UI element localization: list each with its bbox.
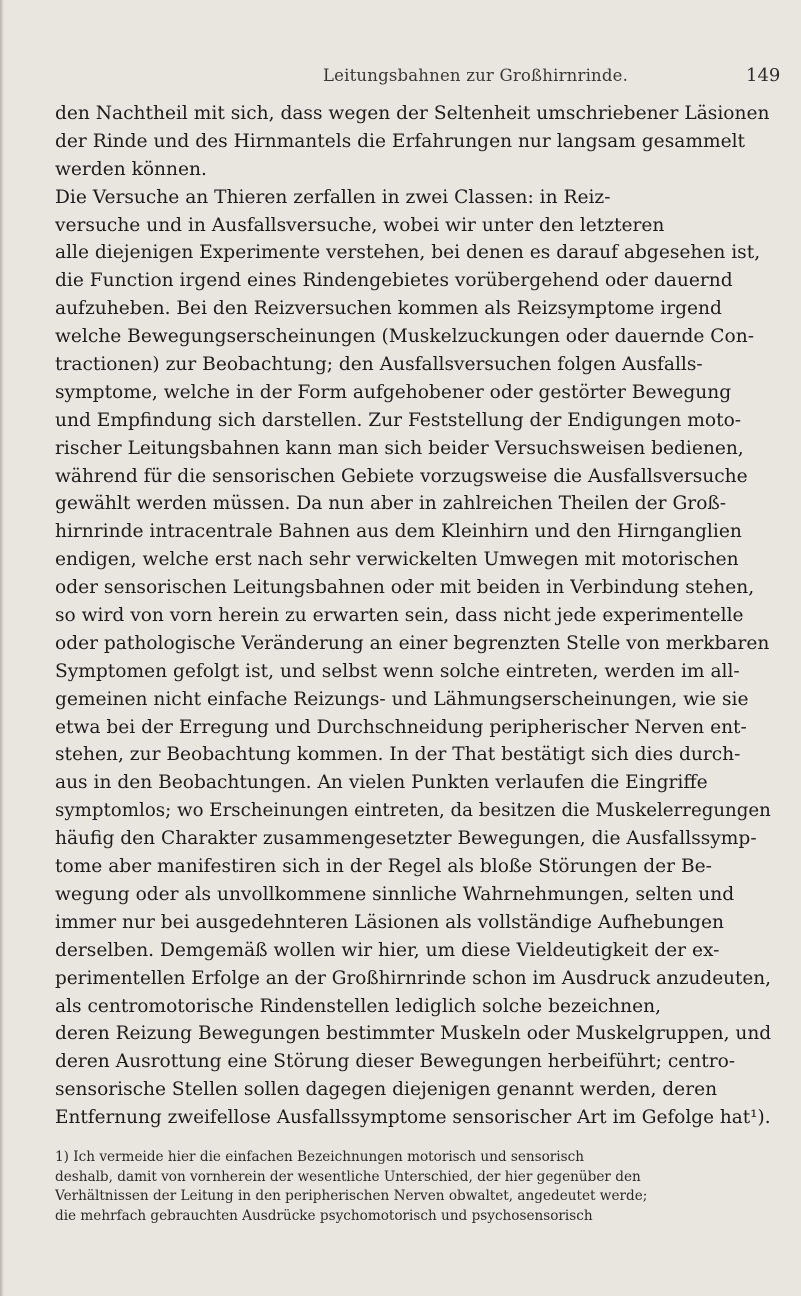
text-line: sensorische Stellen sollen dagegen diejenigen genannt werden, deren (55, 1079, 718, 1101)
footnote-line: Verhältnissen der Leitung in den peripherischen Nerven obwaltet, angedeutet werde; (55, 1188, 648, 1205)
text-line: den Nachtheil mit sich, dass wegen der Seltenheit umschriebener Läsionen (55, 103, 770, 124)
text-line: gemeinen nicht einfache Reizungs- und Lähmungserscheinungen, wie sie (55, 688, 749, 710)
footnote-line: die mehrfach gebrauchten Ausdrücke psychomotorisch und psychosensorisch (55, 1207, 593, 1224)
text-line: häufig den Charakter zusammengesetzter Bewegungen, die Ausfallssymp- (55, 828, 757, 850)
text-line: symptome, welche in der Form aufgehobener oder gestörter Bewegung (55, 381, 732, 403)
text-line: oder sensorischen Leitungsbahnen oder mit beiden in Verbindung stehen, (55, 577, 755, 599)
text-line: rischer Leitungsbahnen kann man sich beider Versuchsweisen bedienen, (55, 437, 744, 459)
text-line: endigen, welche erst nach sehr verwickelten Umwegen mit motorischen (55, 549, 739, 571)
text-line: alle diejenigen Experimente verstehen, bei denen es darauf abgesehen ist, (55, 242, 761, 264)
text-line: aus in den Beobachtungen. An vielen Punkten verlaufen die Eingriffe (55, 772, 708, 794)
text-line: symptomlos; wo Erscheinungen eintreten, da besitzen die Muskelerregungen (55, 800, 771, 822)
text-line: wegung oder als unvollkommene sinnliche Wahrnehmungen, selten und (55, 883, 735, 905)
text-line: deren Ausrottung eine Störung dieser Bewegungen herbeiführt; centro- (55, 1051, 736, 1073)
text-line: so wird von vorn herein zu erwarten sein, dass nicht jede experimentelle (55, 605, 744, 627)
text-line: tome aber manifestiren sich in der Regel als bloße Störungen der Be- (55, 856, 712, 878)
text-line: deren Reizung Bewegungen bestimmter Muskeln oder Muskelgruppen, und (55, 1023, 772, 1045)
running-head: Leitungsbahnen zur Großhirnrinde. (323, 66, 629, 85)
text-line: tractionen) zur Beobachtung; den Ausfallsversuchen folgen Ausfalls- (55, 354, 703, 376)
page-header (0, 66, 801, 92)
footnote-line: deshalb, damit von vornherein der wesentliche Unterschied, der hier gegenüber den (55, 1168, 641, 1185)
text-line: Symptomen gefolgt ist, und selbst wenn solche eintreten, werden im all- (55, 660, 740, 682)
text-line: oder pathologische Veränderung an einer begrenzten Stelle von merkbaren (55, 632, 770, 654)
footnote-line: 1) Ich vermeide hier die einfachen Bezeichnungen motorisch und sensorisch (55, 1149, 584, 1165)
text-line: gewählt werden müssen. Da nun aber in zahlreichen Theilen der Groß- (55, 493, 727, 515)
body-text (55, 100, 771, 1132)
text-line: und Empfindung sich darstellen. Zur Feststellung der Endigungen moto- (55, 409, 742, 431)
text-line: als centromotorische Rindenstellen lediglich solche bezeichnen, (55, 995, 661, 1017)
footnote (55, 1148, 771, 1226)
text-line: aufzuheben. Bei den Reizversuchen kommen als Reizsymptome irgend (55, 298, 722, 320)
page-edge-shadow (0, 0, 4, 1296)
text-line: stehen, zur Beobachtung kommen. In der That bestätigt sich dies durch- (55, 744, 741, 766)
text-line: etwa bei der Erregung und Durchschneidung peripherischer Nerven ent- (55, 716, 747, 738)
text-line: immer nur bei ausgedehnteren Läsionen als vollständige Aufhebungen (55, 911, 724, 933)
text-line: der Rinde und des Hirnmantels die Erfahrungen nur langsam gesammelt (55, 130, 746, 152)
page-number: 149 (746, 65, 781, 86)
text-line: versuche und in Ausfallsversuche, wobei wir unter den letzteren (55, 214, 665, 236)
text-line: derselben. Demgemäß wollen wir hier, um diese Vieldeutigkeit der ex- (55, 939, 720, 961)
text-line: während für die sensorischen Gebiete vorzugsweise die Ausfallsversuche (55, 465, 748, 487)
text-line: die Function irgend eines Rindengebietes vorübergehend oder dauernd (55, 270, 733, 292)
text-line: Entfernung zweifellose Ausfallssymptome sensorischer Art im Gefolge hat¹). (55, 1107, 771, 1129)
text-line: welche Bewegungserscheinungen (Muskelzuckungen oder dauernde Con- (55, 326, 754, 348)
text-line: Die Versuche an Thieren zerfallen in zwei Classen: in Reiz- (55, 186, 611, 208)
text-line: perimentellen Erfolge an der Großhirnrinde schon im Ausdruck anzudeuten, (55, 967, 771, 989)
text-line: werden können. (55, 158, 207, 180)
text-line: hirnrinde intracentrale Bahnen aus dem Kleinhirn und den Hirnganglien (55, 521, 742, 543)
